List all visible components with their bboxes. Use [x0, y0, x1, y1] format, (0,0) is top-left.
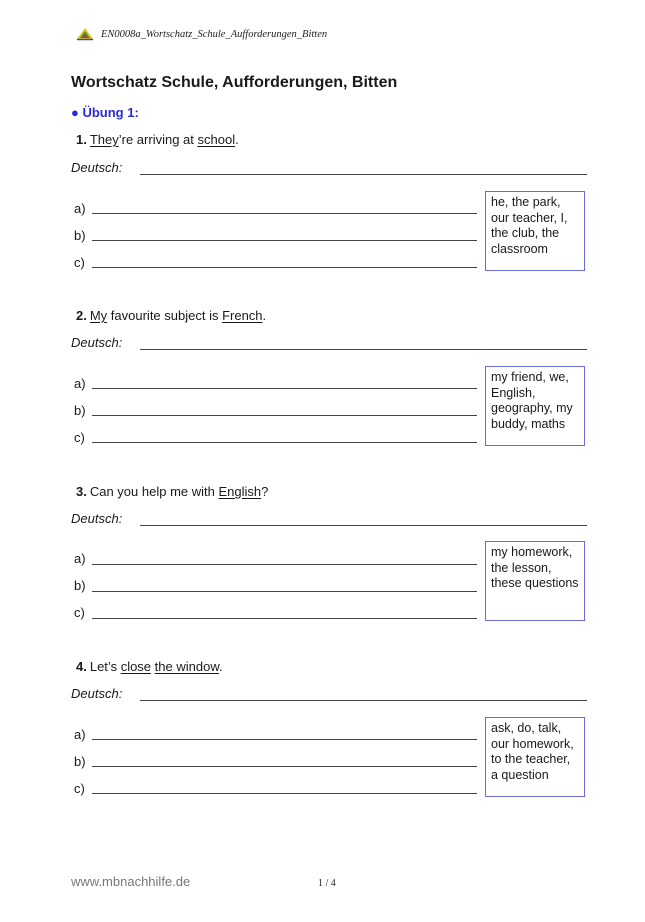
sentence-fragment: Can you help me with	[89, 484, 219, 499]
deutsch-answer-line[interactable]	[140, 525, 587, 526]
hint-box: my homework, the lesson, these questions	[485, 541, 585, 621]
deutsch-label: Deutsch:	[71, 160, 123, 175]
deutsch-answer-line[interactable]	[140, 174, 587, 175]
keyword-underlined: school	[197, 132, 236, 147]
task-sentence	[76, 484, 268, 499]
header-filename: EN0008a_Wortschatz_Schule_Aufforderungen_Bitten	[101, 29, 328, 40]
task-sentence-text	[90, 132, 239, 147]
answer-line-b[interactable]	[92, 240, 477, 241]
task-number: 4.	[76, 659, 87, 674]
sentence-fragment: favourite subject is	[107, 308, 223, 323]
deutsch-answer-line[interactable]	[140, 700, 587, 701]
task-sentence-text	[90, 308, 266, 323]
answer-line-a[interactable]	[92, 739, 477, 740]
keyword-underlined: French	[222, 308, 263, 323]
answer-line-a[interactable]	[92, 388, 477, 389]
option-letter-a: a)	[74, 551, 86, 566]
answer-line-c[interactable]	[92, 267, 477, 268]
answer-line-b[interactable]	[92, 591, 477, 592]
keyword-underlined: My	[89, 308, 108, 323]
footer-page-number: 1 / 4	[318, 878, 336, 889]
option-letter-a: a)	[74, 201, 86, 216]
stacked-layers-logo-icon	[76, 27, 94, 41]
sentence-fragment: .	[219, 659, 223, 674]
deutsch-label: Deutsch:	[71, 511, 123, 526]
answer-line-c[interactable]	[92, 793, 477, 794]
task-sentence-text	[90, 659, 223, 674]
answer-line-b[interactable]	[92, 415, 477, 416]
option-letter-b: b)	[74, 403, 86, 418]
sentence-fragment: Let’s	[89, 659, 121, 674]
answer-line-c[interactable]	[92, 442, 477, 443]
exercise-heading: ● Übung 1:	[71, 105, 139, 120]
option-letter-c: c)	[74, 605, 85, 620]
deutsch-label: Deutsch:	[71, 686, 123, 701]
sentence-fragment: .	[262, 308, 267, 323]
keyword-underlined: the window	[154, 659, 219, 674]
hint-box: my friend, we, English, geography, my buddy, maths	[485, 366, 585, 446]
task-sentence	[76, 659, 223, 674]
answer-line-c[interactable]	[92, 618, 477, 619]
task-number: 2.	[76, 308, 87, 323]
page-title: Wortschatz Schule, Aufforderungen, Bitten	[71, 74, 398, 91]
deutsch-answer-line[interactable]	[140, 349, 587, 350]
option-letter-a: a)	[74, 376, 86, 391]
option-letter-c: c)	[74, 781, 85, 796]
keyword-underlined: close	[120, 659, 152, 674]
hint-box: he, the park, our teacher, I, the club, the classroom	[485, 191, 585, 271]
answer-line-b[interactable]	[92, 766, 477, 767]
option-letter-c: c)	[74, 430, 85, 445]
keyword-underlined: They	[89, 132, 119, 147]
answer-line-a[interactable]	[92, 213, 477, 214]
hint-box: ask, do, talk, our homework, to the teacher, a question	[485, 717, 585, 797]
option-letter-b: b)	[74, 578, 86, 593]
sentence-fragment: .	[235, 132, 239, 147]
task-sentence	[76, 308, 266, 323]
deutsch-label: Deutsch:	[71, 335, 123, 350]
task-sentence	[76, 132, 239, 147]
option-letter-a: a)	[74, 727, 86, 742]
option-letter-b: b)	[74, 228, 86, 243]
option-letter-b: b)	[74, 754, 86, 769]
task-number: 1.	[76, 132, 87, 147]
task-sentence-text	[90, 484, 269, 499]
sentence-fragment: ’re arriving at	[118, 132, 198, 147]
sentence-fragment: ?	[261, 484, 269, 499]
answer-line-a[interactable]	[92, 564, 477, 565]
keyword-underlined: English	[218, 484, 262, 499]
footer-website: www.mbnachhilfe.de	[71, 874, 191, 889]
option-letter-c: c)	[74, 255, 85, 270]
task-number: 3.	[76, 484, 87, 499]
